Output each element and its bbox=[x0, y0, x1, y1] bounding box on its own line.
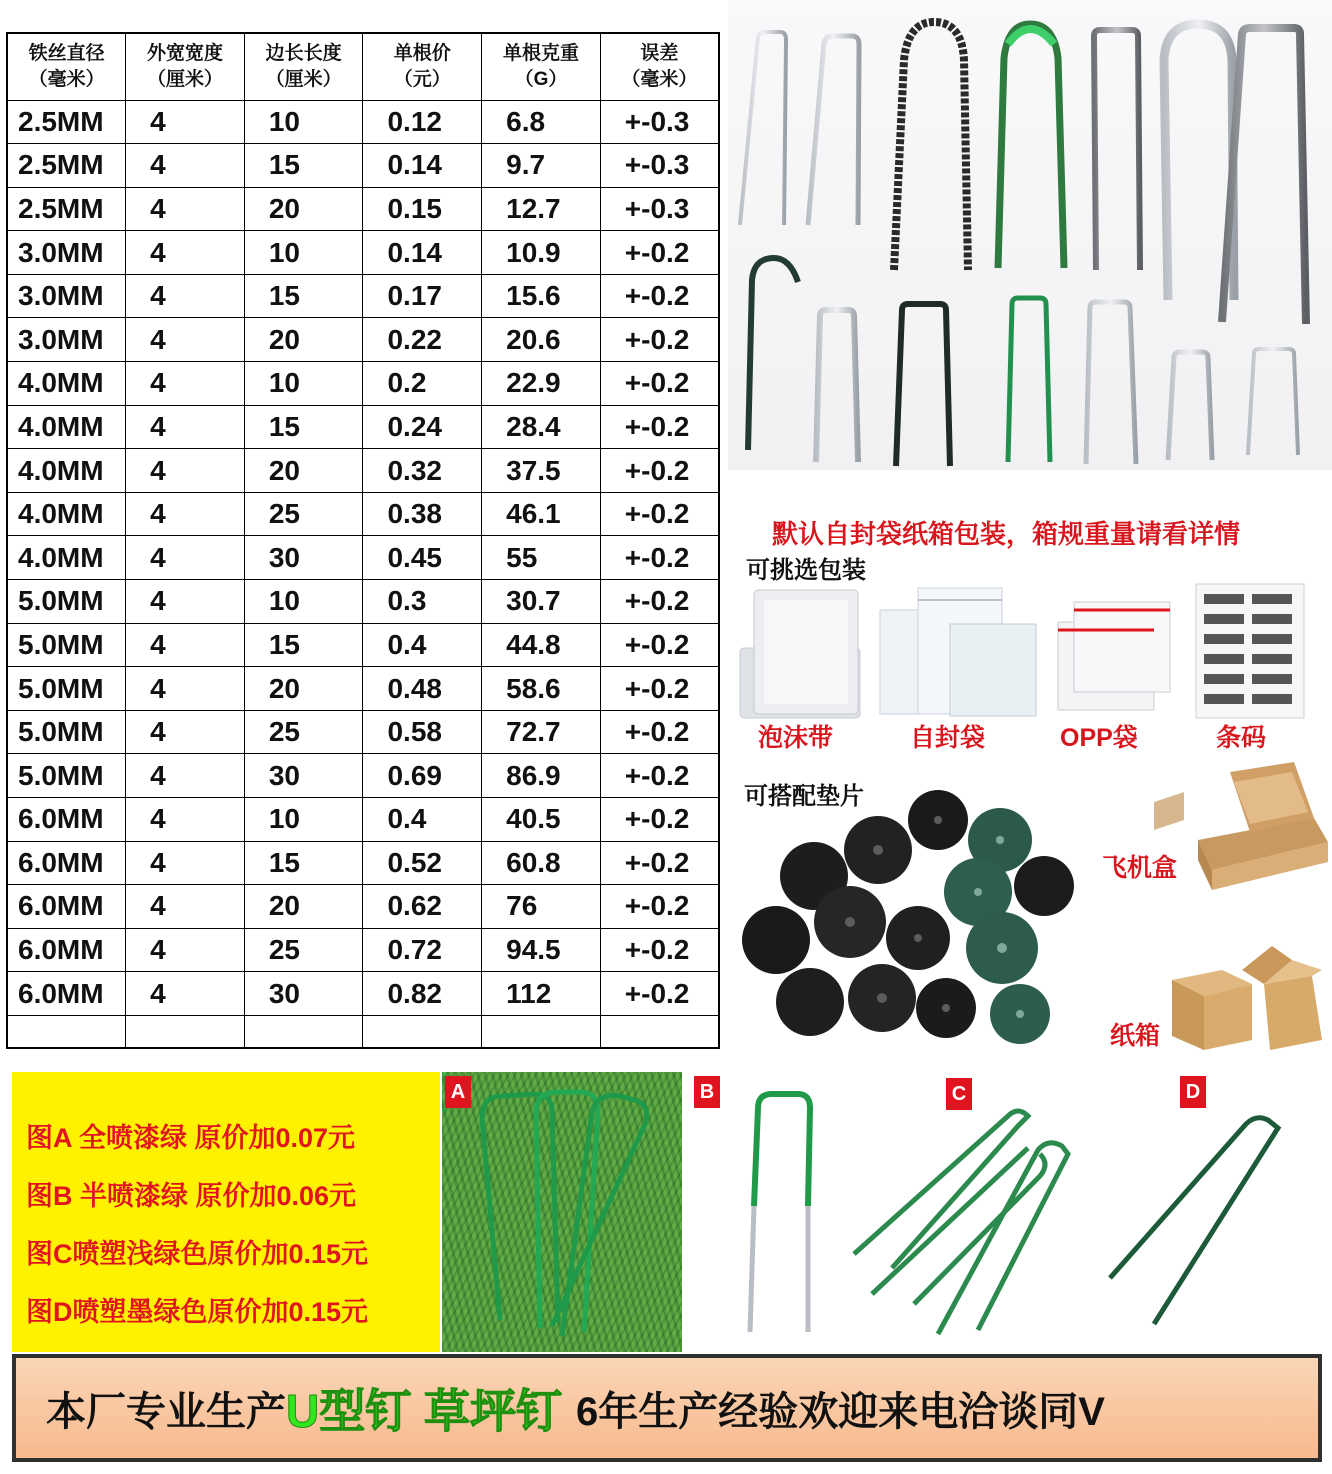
cell-wire-diameter: 4.0MM bbox=[7, 492, 126, 536]
u-pin-silver-short-2 bbox=[1086, 302, 1136, 464]
table-row bbox=[7, 449, 719, 493]
foam-bag-image bbox=[740, 590, 860, 718]
cell-wire-diameter: 6.0MM bbox=[7, 798, 126, 842]
col-header-unit-price: 单根价 （元） bbox=[363, 33, 482, 100]
cell-unit-weight: 9.7 bbox=[482, 144, 601, 188]
gasket-washers-image bbox=[738, 788, 1118, 1056]
sample-b-pin bbox=[740, 1086, 830, 1338]
cell-tolerance: +-0.2 bbox=[600, 492, 719, 536]
footer-highlight: U型钉 草坪钉 bbox=[286, 1385, 562, 1437]
cell-tolerance: +-0.2 bbox=[600, 318, 719, 362]
cell-outer-width: 4 bbox=[126, 318, 245, 362]
cell-tolerance: +-0.2 bbox=[600, 623, 719, 667]
cell-wire-diameter: 5.0MM bbox=[7, 667, 126, 711]
cell-wire-diameter: 5.0MM bbox=[7, 580, 126, 624]
cell-outer-width: 4 bbox=[126, 580, 245, 624]
u-pin-silver-thin-1 bbox=[740, 32, 786, 225]
cell-outer-width: 4 bbox=[126, 798, 245, 842]
cell-unit-weight: 46.1 bbox=[482, 492, 601, 536]
cell-outer-width: 4 bbox=[126, 100, 245, 144]
cell-wire-diameter: 2.5MM bbox=[7, 187, 126, 231]
cell-unit-weight: 40.5 bbox=[482, 798, 601, 842]
cell-unit-weight: 44.8 bbox=[482, 623, 601, 667]
optional-packaging-title: 可挑选包装 bbox=[746, 557, 866, 584]
cell-tolerance: +-0.2 bbox=[600, 798, 719, 842]
cell-tolerance: +-0.2 bbox=[600, 231, 719, 275]
cell-unit-weight: 94.5 bbox=[482, 928, 601, 972]
cell-tolerance: +-0.2 bbox=[600, 710, 719, 754]
cell-empty bbox=[244, 1015, 363, 1048]
carton-box-image bbox=[1152, 940, 1330, 1050]
packaging-thumbnails bbox=[734, 580, 1332, 720]
cell-tolerance: +-0.3 bbox=[600, 187, 719, 231]
table-row bbox=[7, 187, 719, 231]
footer-suffix: 6年生产经验欢迎来电洽谈同V bbox=[576, 1389, 1105, 1434]
table-row bbox=[7, 144, 719, 188]
table-row bbox=[7, 580, 719, 624]
table-row bbox=[7, 231, 719, 275]
col-header-side-length: 边长长度 （厘米） bbox=[244, 33, 363, 100]
cell-side-length: 10 bbox=[244, 231, 363, 275]
cell-unit-weight: 22.9 bbox=[482, 362, 601, 406]
u-pin-product-photo bbox=[728, 0, 1332, 470]
spec-table-body bbox=[7, 100, 719, 1048]
table-row bbox=[7, 492, 719, 536]
cell-tolerance: +-0.2 bbox=[600, 405, 719, 449]
option-barcode-label: 条码 bbox=[1216, 724, 1267, 752]
cell-outer-width: 4 bbox=[126, 841, 245, 885]
cell-outer-width: 4 bbox=[126, 449, 245, 493]
cell-tolerance: +-0.2 bbox=[600, 667, 719, 711]
carton-box-label: 纸箱 bbox=[1110, 1022, 1161, 1050]
cell-wire-diameter: 5.0MM bbox=[7, 623, 126, 667]
cell-unit-price: 0.45 bbox=[363, 536, 482, 580]
cell-unit-price: 0.4 bbox=[363, 623, 482, 667]
u-pin-green-square bbox=[1008, 298, 1050, 462]
barcode-sheet-image bbox=[1196, 584, 1304, 718]
option-foam-bag-label: 泡沫带 bbox=[758, 724, 834, 752]
cell-wire-diameter: 4.0MM bbox=[7, 536, 126, 580]
cell-unit-weight: 86.9 bbox=[482, 754, 601, 798]
cell-tolerance: +-0.2 bbox=[600, 449, 719, 493]
option-opp-bag-label: OPP袋 bbox=[1060, 724, 1138, 752]
u-pin-green-twisted bbox=[998, 24, 1064, 268]
cell-unit-price: 0.14 bbox=[363, 144, 482, 188]
cell-empty bbox=[7, 1015, 126, 1048]
cell-wire-diameter: 3.0MM bbox=[7, 231, 126, 275]
cell-tolerance: +-0.2 bbox=[600, 972, 719, 1016]
cell-unit-weight: 37.5 bbox=[482, 449, 601, 493]
sample-b-tag: B bbox=[694, 1076, 720, 1108]
u-pin-grey-square-1 bbox=[1094, 30, 1140, 270]
cell-side-length: 20 bbox=[244, 187, 363, 231]
cell-side-length: 15 bbox=[244, 623, 363, 667]
cell-outer-width: 4 bbox=[126, 754, 245, 798]
sample-c-tag: C bbox=[946, 1078, 972, 1110]
cell-outer-width: 4 bbox=[126, 972, 245, 1016]
cell-tolerance: +-0.2 bbox=[600, 536, 719, 580]
coating-option-d: 图D喷塑墨绿色原价加0.15元 bbox=[26, 1297, 369, 1327]
cell-outer-width: 4 bbox=[126, 710, 245, 754]
u-pin-hook-dark-green bbox=[748, 258, 798, 450]
default-packaging-note: 默认自封袋纸箱包装，箱规重量请看详情 bbox=[772, 519, 1241, 549]
cell-outer-width: 4 bbox=[126, 667, 245, 711]
coating-options-panel bbox=[12, 1072, 440, 1352]
cell-unit-price: 0.32 bbox=[363, 449, 482, 493]
cell-side-length: 10 bbox=[244, 798, 363, 842]
cell-unit-weight: 112 bbox=[482, 972, 601, 1016]
cell-outer-width: 4 bbox=[126, 623, 245, 667]
gasket-disc-group bbox=[742, 790, 1074, 1044]
cell-outer-width: 4 bbox=[126, 885, 245, 929]
cell-unit-price: 0.72 bbox=[363, 928, 482, 972]
option-zip-bag-label: 自封袋 bbox=[910, 724, 986, 752]
coating-option-c: 图C喷塑浅绿色原价加0.15元 bbox=[26, 1239, 369, 1269]
col-header-tolerance: 误差 （毫米） bbox=[600, 33, 719, 100]
cell-outer-width: 4 bbox=[126, 362, 245, 406]
coating-option-b: 图B 半喷漆绿 原价加0.06元 bbox=[26, 1181, 357, 1211]
table-row bbox=[7, 841, 719, 885]
cell-tolerance: +-0.2 bbox=[600, 754, 719, 798]
cell-tolerance: +-0.3 bbox=[600, 100, 719, 144]
cell-side-length: 25 bbox=[244, 492, 363, 536]
cell-side-length: 30 bbox=[244, 972, 363, 1016]
cell-side-length: 20 bbox=[244, 667, 363, 711]
table-row bbox=[7, 667, 719, 711]
u-pin-dark-green-square bbox=[896, 304, 950, 466]
cell-side-length: 10 bbox=[244, 100, 363, 144]
cell-tolerance: +-0.3 bbox=[600, 144, 719, 188]
cell-unit-weight: 15.6 bbox=[482, 274, 601, 318]
cell-empty bbox=[482, 1015, 601, 1048]
cell-unit-price: 0.3 bbox=[363, 580, 482, 624]
cell-unit-price: 0.15 bbox=[363, 187, 482, 231]
table-row bbox=[7, 798, 719, 842]
cell-unit-price: 0.58 bbox=[363, 710, 482, 754]
cell-empty bbox=[126, 1015, 245, 1048]
cell-unit-price: 0.12 bbox=[363, 100, 482, 144]
cell-unit-weight: 28.4 bbox=[482, 405, 601, 449]
cell-tolerance: +-0.2 bbox=[600, 580, 719, 624]
cell-outer-width: 4 bbox=[126, 144, 245, 188]
cell-wire-diameter: 6.0MM bbox=[7, 841, 126, 885]
cell-unit-price: 0.38 bbox=[363, 492, 482, 536]
cell-wire-diameter: 4.0MM bbox=[7, 405, 126, 449]
cell-side-length: 30 bbox=[244, 754, 363, 798]
cell-unit-price: 0.2 bbox=[363, 362, 482, 406]
cell-unit-price: 0.17 bbox=[363, 274, 482, 318]
cell-side-length: 20 bbox=[244, 885, 363, 929]
table-row bbox=[7, 100, 719, 144]
cell-tolerance: +-0.2 bbox=[600, 841, 719, 885]
table-row bbox=[7, 885, 719, 929]
cell-unit-price: 0.14 bbox=[363, 231, 482, 275]
coating-option-a: 图A 全喷漆绿 原价加0.07元 bbox=[26, 1123, 356, 1153]
table-row bbox=[7, 405, 719, 449]
cell-unit-price: 0.62 bbox=[363, 885, 482, 929]
cell-outer-width: 4 bbox=[126, 492, 245, 536]
table-row-empty bbox=[7, 1015, 719, 1048]
cell-outer-width: 4 bbox=[126, 928, 245, 972]
gasket-title: 可搭配垫片 bbox=[744, 783, 864, 810]
u-pin-silver-short-1 bbox=[816, 310, 858, 462]
cell-side-length: 20 bbox=[244, 318, 363, 362]
cell-unit-weight: 10.9 bbox=[482, 231, 601, 275]
cell-wire-diameter: 4.0MM bbox=[7, 449, 126, 493]
cell-unit-price: 0.82 bbox=[363, 972, 482, 1016]
cell-unit-weight: 55 bbox=[482, 536, 601, 580]
cell-unit-price: 0.52 bbox=[363, 841, 482, 885]
col-header-outer-width: 外宽宽度 （厘米） bbox=[126, 33, 245, 100]
cell-unit-weight: 30.7 bbox=[482, 580, 601, 624]
cell-outer-width: 4 bbox=[126, 405, 245, 449]
cell-side-length: 15 bbox=[244, 841, 363, 885]
cell-empty bbox=[600, 1015, 719, 1048]
cell-tolerance: +-0.2 bbox=[600, 928, 719, 972]
table-row bbox=[7, 362, 719, 406]
cell-side-length: 15 bbox=[244, 144, 363, 188]
cell-unit-price: 0.4 bbox=[363, 798, 482, 842]
sample-d-pin bbox=[1096, 1110, 1296, 1330]
cell-unit-price: 0.24 bbox=[363, 405, 482, 449]
cell-side-length: 30 bbox=[244, 536, 363, 580]
table-row bbox=[7, 274, 719, 318]
cell-outer-width: 4 bbox=[126, 274, 245, 318]
spec-table bbox=[6, 32, 720, 1049]
sample-c-pins bbox=[842, 1098, 1092, 1338]
cell-wire-diameter: 6.0MM bbox=[7, 885, 126, 929]
cell-unit-weight: 60.8 bbox=[482, 841, 601, 885]
cell-tolerance: +-0.2 bbox=[600, 362, 719, 406]
cell-unit-price: 0.69 bbox=[363, 754, 482, 798]
cell-side-length: 10 bbox=[244, 580, 363, 624]
cell-side-length: 10 bbox=[244, 362, 363, 406]
sample-a-tag: A bbox=[445, 1076, 471, 1108]
cell-side-length: 15 bbox=[244, 274, 363, 318]
table-row bbox=[7, 536, 719, 580]
u-pin-silver-thin-2 bbox=[808, 36, 859, 225]
col-header-unit-weight: 单根克重 （G） bbox=[482, 33, 601, 100]
u-pin-variants-illustration bbox=[728, 0, 1332, 470]
cell-empty bbox=[363, 1015, 482, 1048]
zip-bag-image bbox=[880, 588, 1036, 716]
table-row bbox=[7, 928, 719, 972]
cell-unit-weight: 20.6 bbox=[482, 318, 601, 362]
sample-a-pins bbox=[442, 1072, 682, 1352]
table-row bbox=[7, 754, 719, 798]
cell-tolerance: +-0.2 bbox=[600, 274, 719, 318]
cell-wire-diameter: 3.0MM bbox=[7, 274, 126, 318]
cell-wire-diameter: 3.0MM bbox=[7, 318, 126, 362]
table-header-row bbox=[7, 33, 719, 100]
u-pin-silver-mini-1 bbox=[1168, 352, 1212, 460]
packaging-section bbox=[728, 470, 1332, 1055]
cell-unit-weight: 58.6 bbox=[482, 667, 601, 711]
table-row bbox=[7, 710, 719, 754]
u-pin-black-twisted bbox=[894, 22, 968, 270]
cell-wire-diameter: 5.0MM bbox=[7, 710, 126, 754]
u-pin-silver-mini-2 bbox=[1248, 349, 1298, 455]
footer-prefix: 本厂专业生产 bbox=[46, 1389, 286, 1434]
cell-tolerance: +-0.2 bbox=[600, 885, 719, 929]
cell-side-length: 15 bbox=[244, 405, 363, 449]
cell-unit-weight: 76 bbox=[482, 885, 601, 929]
cell-wire-diameter: 6.0MM bbox=[7, 972, 126, 1016]
cell-outer-width: 4 bbox=[126, 187, 245, 231]
cell-outer-width: 4 bbox=[126, 231, 245, 275]
cell-unit-weight: 6.8 bbox=[482, 100, 601, 144]
table-row bbox=[7, 972, 719, 1016]
cell-wire-diameter: 2.5MM bbox=[7, 100, 126, 144]
cell-side-length: 25 bbox=[244, 710, 363, 754]
cell-wire-diameter: 5.0MM bbox=[7, 754, 126, 798]
cell-unit-price: 0.48 bbox=[363, 667, 482, 711]
cell-wire-diameter: 4.0MM bbox=[7, 362, 126, 406]
sample-d-tag: D bbox=[1180, 1076, 1206, 1108]
cell-wire-diameter: 2.5MM bbox=[7, 144, 126, 188]
footer-banner bbox=[12, 1354, 1322, 1462]
sample-a-grass-photo bbox=[442, 1072, 682, 1352]
col-header-wire-diameter: 铁丝直径 （毫米） bbox=[7, 33, 126, 100]
cell-unit-weight: 12.7 bbox=[482, 187, 601, 231]
cell-outer-width: 4 bbox=[126, 536, 245, 580]
cell-unit-weight: 72.7 bbox=[482, 710, 601, 754]
airplane-box-label: 飞机盒 bbox=[1102, 854, 1178, 882]
cell-wire-diameter: 6.0MM bbox=[7, 928, 126, 972]
table-row bbox=[7, 318, 719, 362]
cell-unit-price: 0.22 bbox=[363, 318, 482, 362]
cell-side-length: 20 bbox=[244, 449, 363, 493]
opp-bag-image bbox=[1058, 602, 1170, 710]
cell-side-length: 25 bbox=[244, 928, 363, 972]
table-row bbox=[7, 623, 719, 667]
